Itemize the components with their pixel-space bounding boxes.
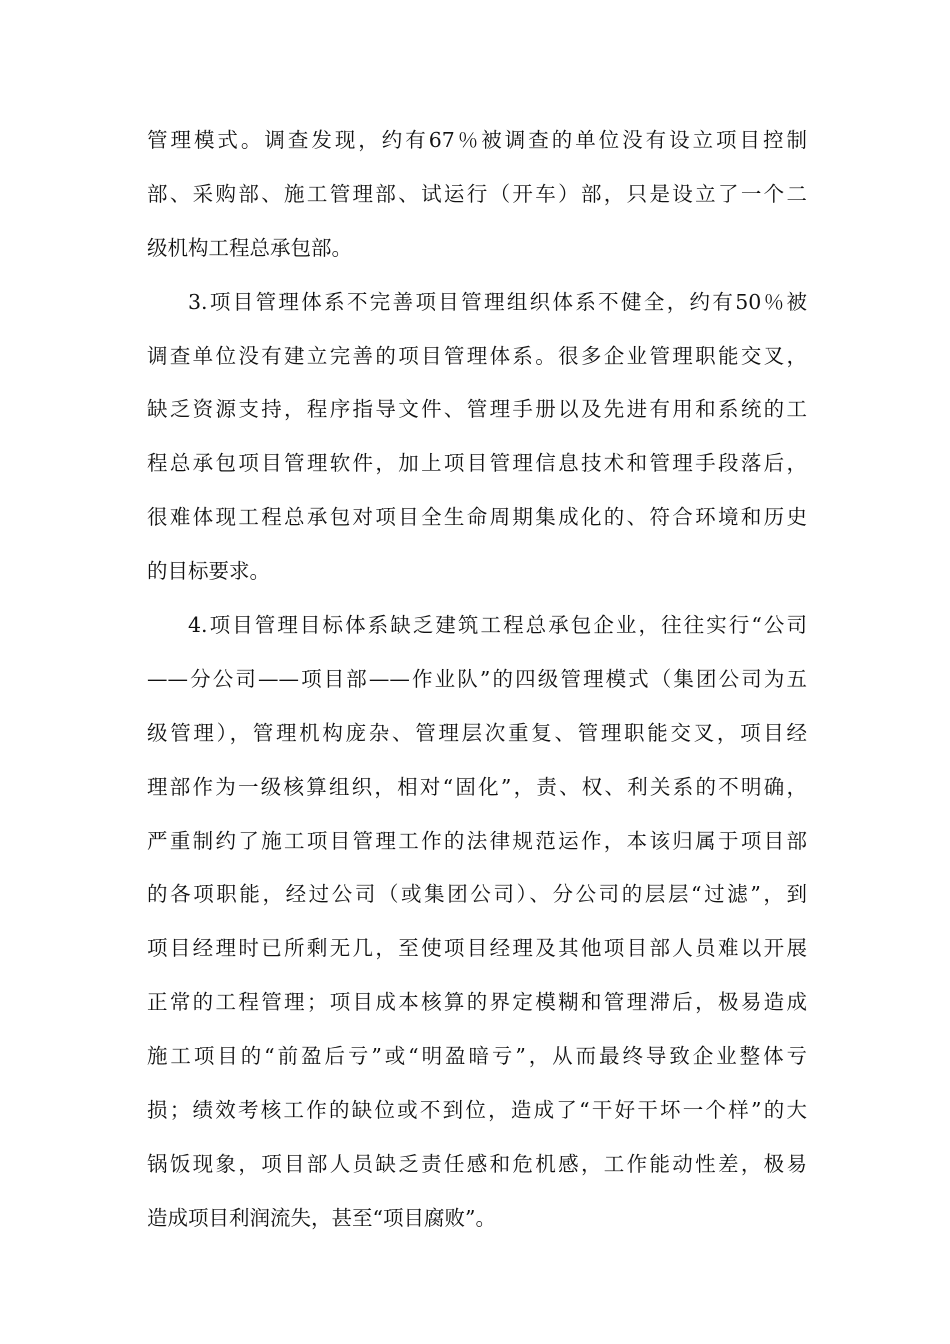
text-line: 损；绩效考核工作的缺位或不到位，造成了“干好干坏一个样”的大 [147, 1098, 807, 1123]
text-line: 的目标要求。 [147, 559, 270, 584]
text-line: 级管理），管理机构庞杂、管理层次重复、管理职能交叉，项目经 [147, 720, 807, 745]
text-line: 程总承包项目管理软件，加上项目管理信息技术和管理手段落后， [147, 451, 807, 476]
text-line: 管理模式。调查发现，约有67％被调查的单位没有设立项目控制 [147, 128, 807, 152]
text-line: 理部作为一级核算组织，相对“固化”，责、权、利关系的不明确， [147, 774, 807, 799]
text-line: 调查单位没有建立完善的项目管理体系。很多企业管理职能交叉， [147, 343, 807, 368]
text-line: 很难体现工程总承包对项目全生命周期集成化的、符合环境和历史 [147, 505, 807, 530]
text-line: 的各项职能，经过公司（或集团公司）、分公司的层层“过滤”，到 [147, 882, 807, 907]
document-body [147, 114, 807, 1246]
text-line: 严重制约了施工项目管理工作的法律规范运作，本该归属于项目部 [147, 828, 807, 853]
text-line: ——分公司——项目部——作业队”的四级管理模式（集团公司为五 [147, 666, 807, 691]
text-line: 级机构工程总承包部。 [147, 235, 352, 260]
text-line: 项目经理时已所剩无几，至使项目经理及其他项目部人员难以开展 [147, 936, 807, 961]
text-line: 部、采购部、施工管理部、试运行（开车）部，只是设立了一个二 [147, 181, 807, 206]
text-line: 正常的工程管理；项目成本核算的界定模糊和管理滞后，极易造成 [147, 990, 807, 1015]
text-line: 4.项目管理目标体系缺乏建筑工程总承包企业，往往实行“公司 [188, 613, 807, 638]
text-line: 3.项目管理体系不完善项目管理组织体系不健全，约有50％被 [188, 289, 807, 314]
text-line: 锅饭现象，项目部人员缺乏责任感和危机感，工作能动性差，极易 [147, 1151, 807, 1176]
text-line: 缺乏资源支持，程序指导文件、管理手册以及先进有用和系统的工 [147, 397, 807, 422]
text-line: 造成项目利润流失，甚至“项目腐败”。 [147, 1205, 496, 1230]
text-line: 施工项目的“前盈后亏”或“明盈暗亏”，从而最终导致企业整体亏 [147, 1044, 807, 1069]
